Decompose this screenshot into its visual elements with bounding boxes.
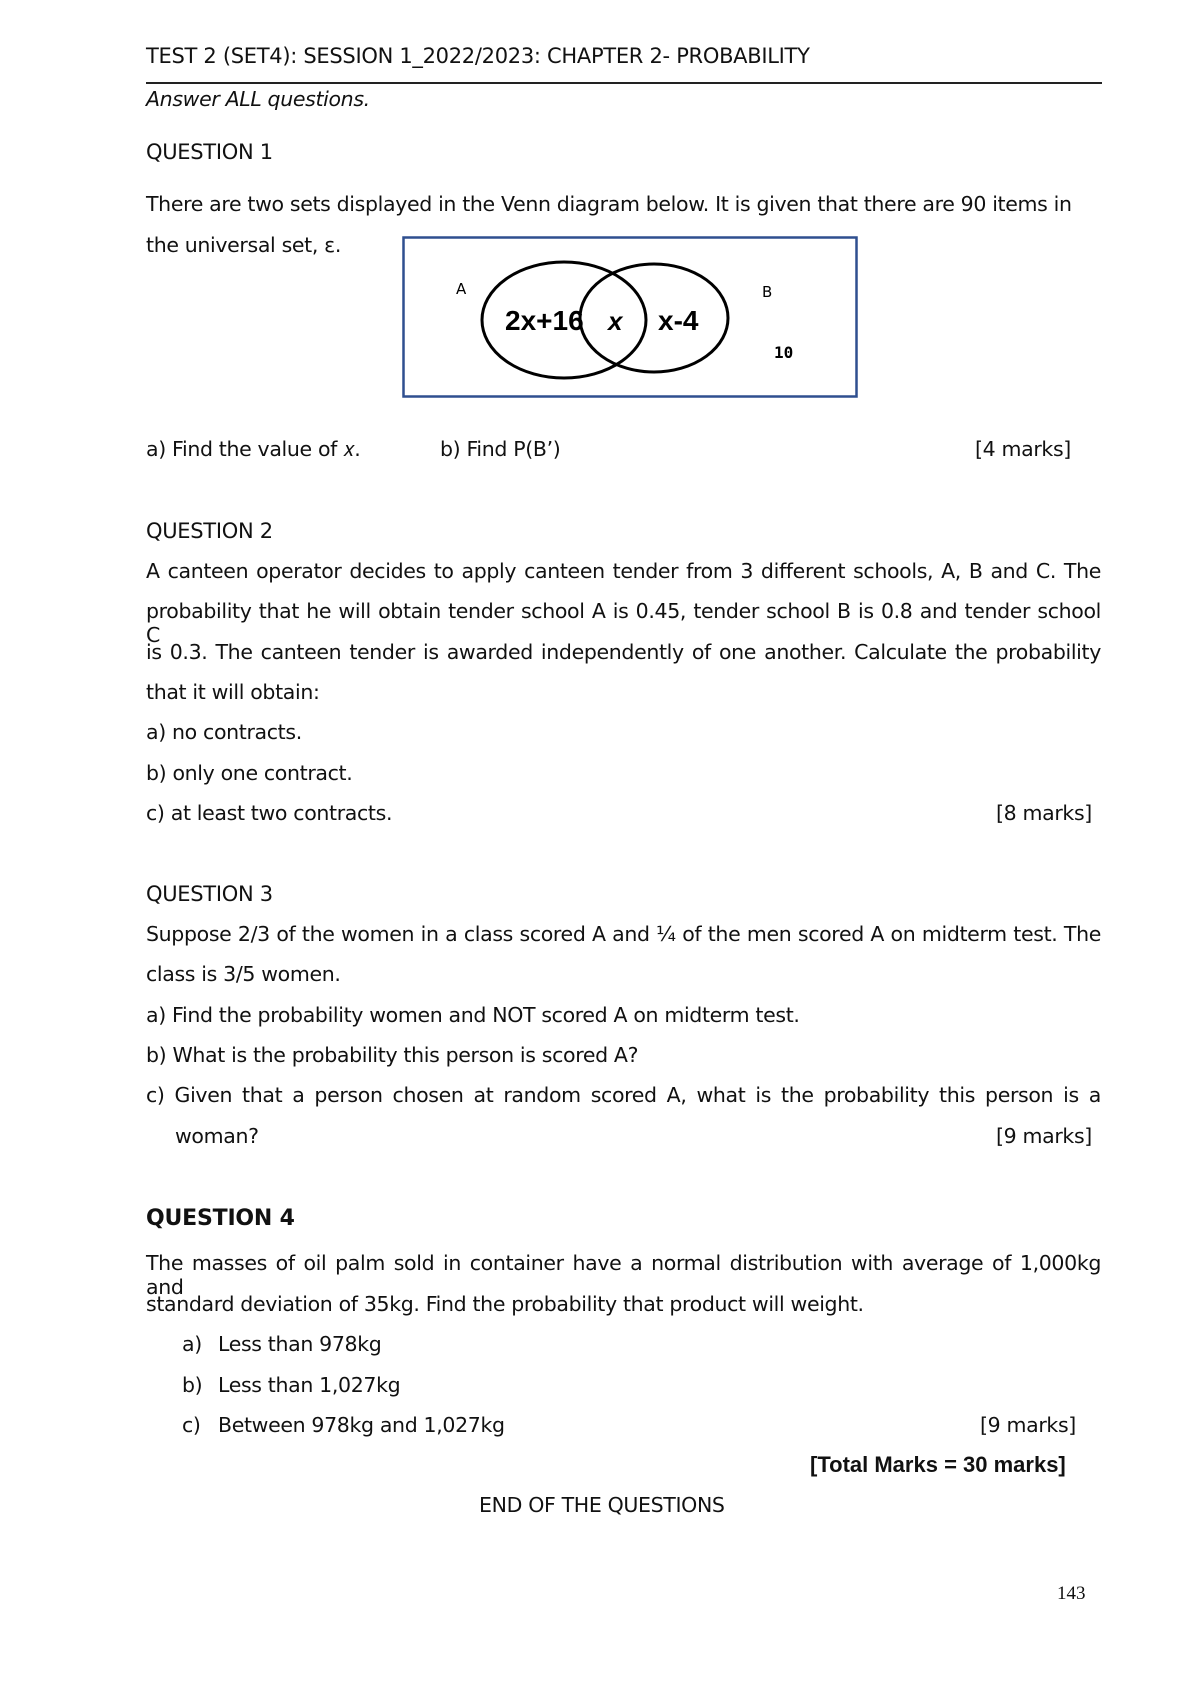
question-2-part-b: b) only one contract. xyxy=(146,761,353,785)
set-b-label: B xyxy=(762,283,773,301)
region-outside-value: 10 xyxy=(774,343,794,362)
header-rule xyxy=(146,82,1102,84)
question-1-part-b: b) Find P(B’) xyxy=(440,437,561,461)
total-marks: [Total Marks = 30 marks] xyxy=(810,1452,1066,1477)
question-4-text-line-1: The masses of oil palm sold in container have a normal distribution with average of 1,000kg and xyxy=(146,1251,1101,1299)
venn-diagram xyxy=(402,236,858,398)
set-b-circle xyxy=(580,264,728,372)
question-3-text-line-1: Suppose 2/3 of the women in a class scored A and ¼ of the men scored A on midterm test. The xyxy=(146,922,1101,946)
question-2-text-line-4: that it will obtain: xyxy=(146,680,320,704)
question-3-part-a: a) Find the probability women and NOT scored A on midterm test. xyxy=(146,1003,800,1027)
question-4-part-a-letter: a) xyxy=(182,1332,202,1356)
question-2-heading: QUESTION 2 xyxy=(146,519,273,543)
question-2-part-c: c) at least two contracts. xyxy=(146,801,393,825)
question-1-text-line-1: There are two sets displayed in the Venn diagram below. It is given that there are 90 items in xyxy=(146,192,1072,216)
page-number: 143 xyxy=(1057,1583,1086,1604)
question-2-text-line-1: A canteen operator decides to apply canteen tender from 3 different schools, A, B and C. The xyxy=(146,559,1101,583)
question-1-heading: QUESTION 1 xyxy=(146,140,273,164)
set-a-label: A xyxy=(456,280,467,298)
document-title: TEST 2 (SET4): SESSION 1_2022/2023: CHAPTER 2- PROBABILITY xyxy=(146,44,810,68)
question-2-text-line-2: probability that he will obtain tender school A is 0.45, tender school B is 0.8 and tender school C xyxy=(146,599,1101,647)
question-4-part-c: Between 978kg and 1,027kg xyxy=(218,1413,505,1437)
question-2-text-line-3: is 0.3. The canteen tender is awarded independently of one another. Calculate the probability xyxy=(146,640,1101,664)
question-4-part-b-letter: b) xyxy=(182,1373,203,1397)
question-4-part-a: Less than 978kg xyxy=(218,1332,382,1356)
question-1-marks: [4 marks] xyxy=(975,437,1071,461)
question-4-heading: QUESTION 4 xyxy=(146,1206,295,1231)
region-b-only-value: x-4 xyxy=(658,305,699,336)
question-3-marks: [9 marks] xyxy=(996,1124,1092,1148)
question-4-text-line-2: standard deviation of 35kg. Find the probability that product will weight. xyxy=(146,1292,864,1316)
question-2-part-a: a) no contracts. xyxy=(146,720,302,744)
instruction-text: Answer ALL questions. xyxy=(146,87,370,111)
end-of-questions: END OF THE QUESTIONS xyxy=(479,1493,725,1517)
universal-set-box xyxy=(404,238,857,397)
question-3-part-c: c) Given that a person chosen at random scored A, what is the probability this person is a xyxy=(146,1083,1101,1107)
region-a-only-value: 2x+16 xyxy=(505,305,584,336)
question-3-part-b: b) What is the probability this person is scored A? xyxy=(146,1043,639,1067)
question-1-text-line-2: the universal set, ε. xyxy=(146,233,342,257)
question-3-part-c-continued: woman? xyxy=(175,1124,259,1148)
question-4-marks: [9 marks] xyxy=(980,1413,1076,1437)
question-4-part-b: Less than 1,027kg xyxy=(218,1373,401,1397)
question-1-part-a: a) Find the value of 𝑥. xyxy=(146,437,361,461)
region-intersection-value: x xyxy=(608,306,623,336)
question-4-part-c-letter: c) xyxy=(182,1413,201,1437)
question-2-marks: [8 marks] xyxy=(996,801,1092,825)
question-3-text-line-2: class is 3/5 women. xyxy=(146,962,341,986)
question-3-heading: QUESTION 3 xyxy=(146,882,273,906)
